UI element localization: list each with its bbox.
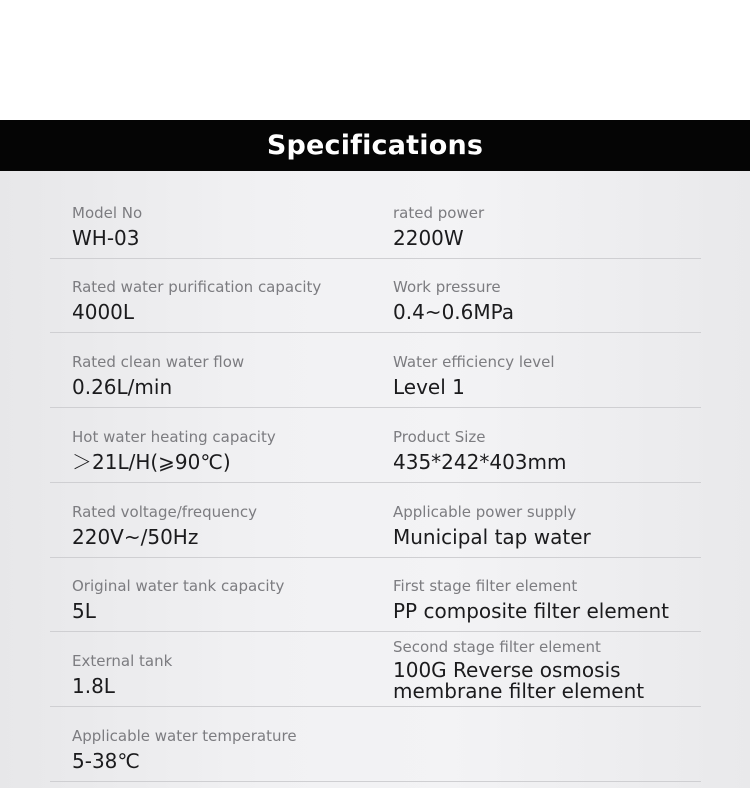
specifications-header-bar [0,120,750,171]
page-title: Specifications [266,130,484,161]
spec-item-water-temperature [72,727,297,772]
spec-item-external-tank [72,652,172,697]
spec-label: Work pressure [393,278,501,296]
spec-value: 100G Reverse osmosis membrane filter element [393,658,645,703]
spec-row [50,558,701,632]
spec-value: 2200W [393,226,464,250]
spec-label: Applicable power supply [393,503,577,521]
spec-value: 4000L [72,300,135,324]
spec-label: Water efficiency level [393,353,555,371]
spec-value: 0.4~0.6MPa [393,300,515,324]
spec-row [50,259,701,333]
spec-item-clean-water-flow [72,353,244,398]
spec-value: Level 1 [393,375,465,399]
spec-value: PP composite filter element [393,599,669,623]
spec-label: First stage filter element [393,577,578,595]
spec-row [50,632,701,707]
spec-item-first-stage-filter [393,577,703,622]
spec-label: Rated water purification capacity [72,278,322,296]
spec-label: Product Size [393,428,486,446]
spec-label: Applicable water temperature [72,727,297,745]
spec-value: ＞21L/H(⩾90℃) [72,450,231,474]
spec-row [50,408,701,483]
spec-item-product-size [393,428,703,473]
spec-value: 1.8L [72,674,115,698]
spec-row [50,707,701,782]
spec-item-hot-water-capacity [72,428,276,473]
spec-item-voltage-frequency [72,503,257,548]
spec-item-water-tank-capacity [72,577,284,622]
spec-value: WH-03 [72,226,140,250]
spec-label: Rated voltage/frequency [72,503,258,521]
spec-value: 5L [72,599,96,623]
spec-label: Original water tank capacity [72,577,285,595]
spec-item-rated-power [393,204,703,249]
spec-row [50,333,701,408]
spec-value: 0.26L/min [72,375,173,399]
spec-label: Model No [72,204,143,222]
spec-label: Second stage filter element [393,638,601,656]
spec-row [50,483,701,558]
spec-item-model-no [72,204,142,249]
spec-value: Municipal tap water [393,525,591,549]
spec-label: External tank [72,652,173,670]
spec-item-power-supply [393,503,703,548]
spec-label: Hot water heating capacity [72,428,276,446]
spec-value: 5-38℃ [72,749,140,773]
specifications-panel [0,171,750,788]
spec-item-purification-capacity [72,278,321,323]
spec-label: rated power [393,204,485,222]
spec-item-work-pressure [393,278,703,323]
spec-row [50,171,701,259]
spec-item-second-stage-filter [393,638,703,702]
spec-item-water-efficiency [393,353,703,398]
spec-value: 220V~/50Hz [72,525,199,549]
spec-label: Rated clean water flow [72,353,245,371]
spec-value: 435*242*403mm [393,450,567,474]
